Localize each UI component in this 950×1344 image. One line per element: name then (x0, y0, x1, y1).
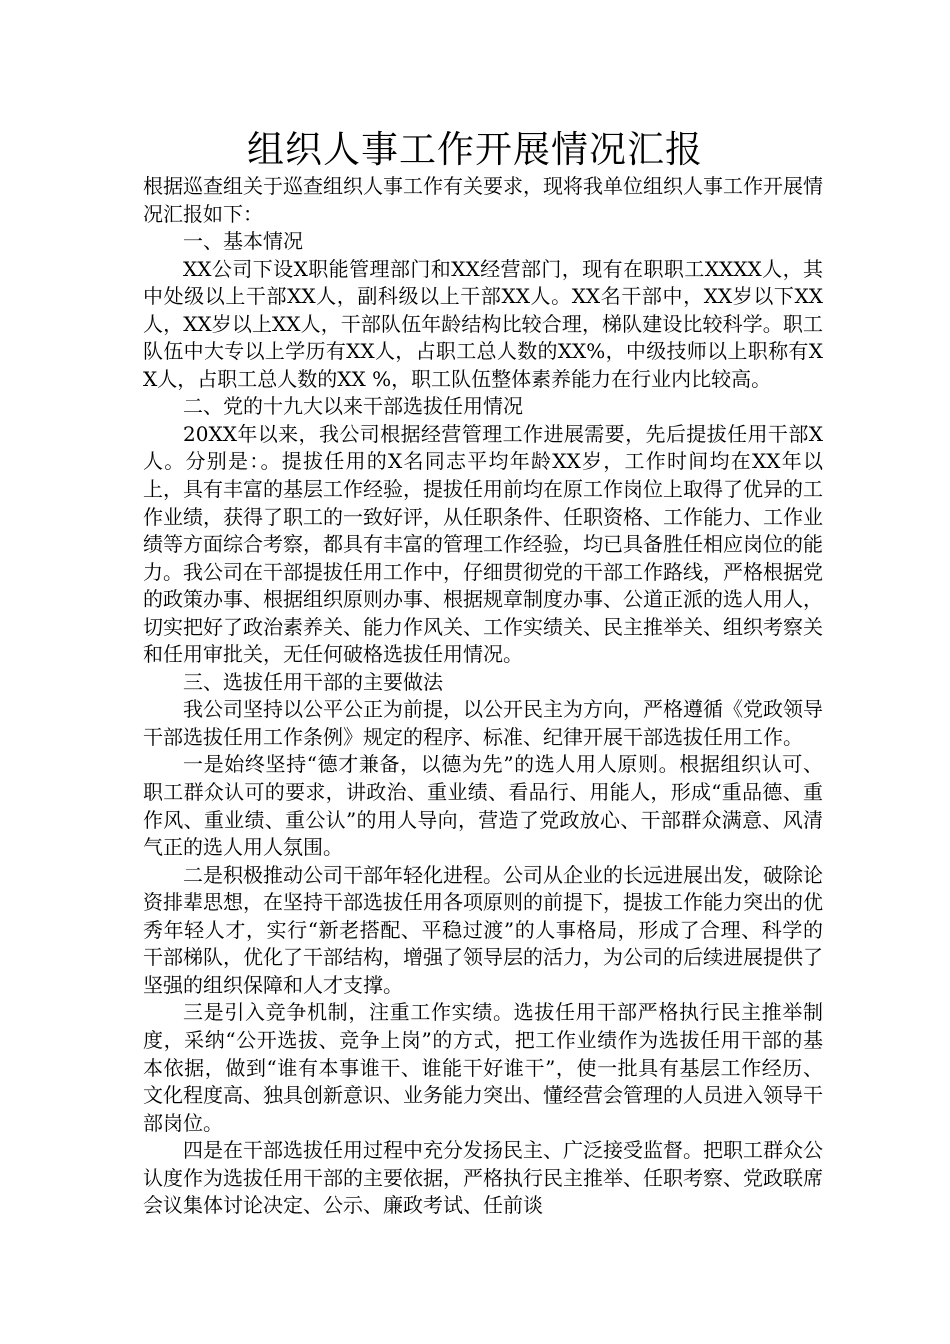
paragraph-point-four: 四是在干部选拔任用过程中充分发扬民主、广泛接受监督。把职工群众公认度作为选拔任用干部的主要依据，严格执行民主推举、任职考察、党政联席会议集体讨论决定、公示、廉政考试、任前谈 (143, 1138, 823, 1218)
section-heading-main-practices: 三、选拔任用干部的主要做法 (183, 669, 443, 694)
section-heading-cadre-selection: 二、党的十九大以来干部选拔任用情况 (183, 394, 523, 419)
paragraph-cadre-promotion: 20XX年以来，我公司根据经营管理工作进展需要，先后提拔任用干部X人。分别是：。提拔任用的X名同志平均年龄XX岁，工作时间均在XX年以上，具有丰富的基层工作经验，提拔任用前均在原工作岗位上取得了优异的工作业绩，获得了职工的一致好评，从任职条件、任职资格、工作能力、工作业绩等方面综合考察，都具有丰富的管理工作经验，均已具备胜任相应岗位的能力。我公司在干部提拔任用工作中，仔细贯彻党的干部工作路线，严格根据党的政策办事、根据组织原则办事、根据规章制度办事、公道正派的选人用人，切实把好了政治素养关、能力作风关、工作实绩关、民主推举关、组织考察关和任用审批关，无任何破格选拔任用情况。 (143, 421, 823, 667)
section-heading-basic-situation: 一、基本情况 (183, 229, 303, 254)
document-body (143, 173, 823, 1220)
paragraph-company-overview: XX公司下设X职能管理部门和XX经营部门，现有在职职工XXXX人，其中处级以上干部XX人，副科级以上干部XX人。XX名干部中，XX岁以下XX人，XX岁以上XX人，干部队伍年龄结构比较合理，梯队建设比较科学。职工队伍中大专以上学历有XX人，占职工总人数的XX%，中级技师以上职称有XX人，占职工总人数的XX %，职工队伍整体素养能力在行业内比较高。 (143, 256, 823, 391)
document-title: 组织人事工作开展情况汇报 (247, 128, 703, 171)
intro-paragraph: 根据巡查组关于巡查组织人事工作有关要求，现将我单位组织人事工作开展情况汇报如下： (143, 174, 823, 226)
paragraph-point-one: 一是始终坚持“德才兼备，以德为先”的选人用人原则。根据组织认可、职工群众认可的要求，讲政治、重业绩、看品行、用能人，形成“重品德、重作风、重业绩、重公认”的用人导向，营造了党政放心、干部群众满意、风清气正的选人用人氛围。 (143, 752, 823, 860)
paragraph-point-three: 三是引入竞争机制，注重工作实绩。选拔任用干部严格执行民主推举制度，采纳“公开选拔、竞争上岗”的方式，把工作业绩作为选拔任用干部的基本依据，做到“谁有本事谁干、谁能干好谁干”，使一批具有基层工作经历、文化程度高、独具创新意识、业务能力突出、懂经营会管理的人员进入领导干部岗位。 (143, 1000, 823, 1135)
paragraph-principles: 我公司坚持以公平公正为前提，以公开民主为方向，严格遵循《党政领导干部选拔任用工作条例》规定的程序、标准、纪律开展干部选拔任用工作。 (143, 697, 823, 749)
paragraph-point-two: 二是积极推动公司干部年轻化进程。公司从企业的长远进展出发，破除论资排辈思想，在坚持干部选拔任用各项原则的前提下，提拔工作能力突出的优秀年轻人才，实行“新老搭配、平稳过渡”的人事格局，形成了合理、科学的干部梯队，优化了干部结构，增强了领导层的活力，为公司的后续进展提供了坚强的组织保障和人才支撑。 (143, 862, 823, 997)
